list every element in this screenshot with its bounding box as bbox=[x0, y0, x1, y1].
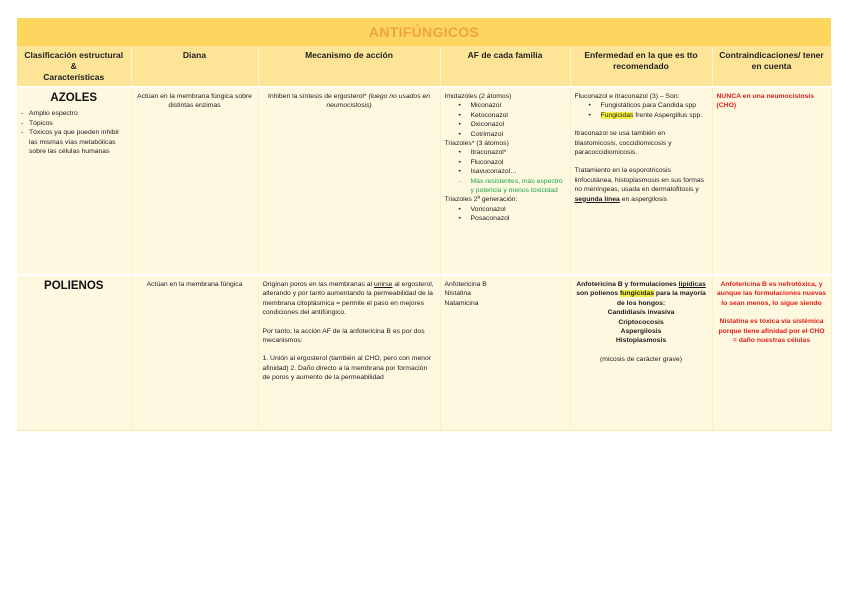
list-item: • Fungistáticos para Candida spp bbox=[601, 101, 708, 110]
azoles-classification-cell bbox=[17, 87, 131, 275]
polienos-contra-cell: Anfotericina B es nefrotóxica, y aunque las formulaciones nuevas lo sean menos, lo sigue siendo Nistatina es tóxica vía sistémica porque tiene afinidad por el CHO = daño nuestras células bbox=[712, 275, 831, 431]
polienos-mecanismo-cell: Originan poros en las membranas al unirse al ergosterol, alterando y por tanto aumentando la permeabilidad de la membrana citoplásmica = permite el paso en mejores condiciones del antifúngico. Por tanto, la acción AF de la anfotericina B es por dos mecanismos: 1. Unión al ergosterol (también al CHO, pero con menor afinidad) 2. Daño directo a la membrana por formación de poros y aumento de la permeabilidad bbox=[258, 275, 440, 431]
list-item: Anfotericina B bbox=[444, 281, 487, 288]
list-item: Histoplasmosis bbox=[615, 337, 667, 345]
list-item: - Amplio espectro bbox=[29, 109, 127, 118]
triazoles-2gen-list bbox=[445, 205, 566, 224]
polienos-af-cell bbox=[440, 275, 570, 431]
list-item: - Tópicos bbox=[29, 119, 127, 128]
azoles-enf-list bbox=[575, 101, 708, 120]
list-item: • Ketoconazol bbox=[471, 111, 566, 120]
list-item: Nistatina bbox=[444, 290, 471, 298]
azoles-diana-cell: Actúan en la membrana fúngica sobre distintas enzimas bbox=[131, 87, 258, 275]
list-item: • Cotrimazol bbox=[471, 130, 566, 139]
azoles-enfermedad-cell: Fluconazol e itraconazol (3) – Son: • Fungistáticos para Candida spp • Fungicidas frente Aspergillus spp. Itraconazol se usa también en blastomicosis, coccidiomicosis y paracoccidiomicosis. Tratamiento en la esporotricosis linfocutánea, histoplasmosis en sus formas no meníngeas, usada en dermatofitosis y segunda línea en aspergilosis bbox=[570, 87, 712, 275]
list-item: • Fluconazol bbox=[471, 158, 566, 167]
list-item: • Isavuconazol… bbox=[471, 167, 566, 176]
list-item: Candidiasis invasiva bbox=[607, 309, 675, 317]
polienos-diana-cell: Actúan en la membrana fúngica bbox=[131, 275, 258, 431]
list-item: • Posaconazol bbox=[471, 214, 566, 223]
page-title: ANTIFÚNGICOS bbox=[17, 18, 831, 46]
azoles-af-cell: Imidazoles (2 átomos) • Miconazol • Ketoconazol • Oxiconazol • Cotrimazol Triazoles* (3 átomos) • Itraconazol* • Fluconazol • Isavuconazol… - Más resistentes, más espectro y potencia y menos toxicidad Triazoles 2ª generación: • Voriconazol • Posaconazol bbox=[440, 87, 570, 275]
header-af-familia: AF de cada familia bbox=[440, 46, 570, 87]
list-item: Aspergilosis bbox=[620, 328, 662, 336]
imidazoles-list bbox=[445, 101, 566, 139]
list-item: • Fungicidas frente Aspergillus spp. bbox=[601, 111, 708, 120]
list-item: Criptococosis bbox=[618, 318, 664, 326]
azoles-contra-cell: NUNCA en una neumocistosis (CHO) bbox=[712, 87, 831, 275]
list-item: • Voriconazol bbox=[471, 205, 566, 214]
triazoles-note: - Más resistentes, más espectro y potencia y menos toxicidad bbox=[471, 177, 566, 196]
triazoles-list bbox=[445, 148, 566, 195]
header-mecanismo: Mecanismo de acción bbox=[258, 46, 440, 87]
azoles-characteristics bbox=[21, 109, 127, 156]
list-item: • Oxiconazol bbox=[471, 120, 566, 129]
polienos-classification-cell bbox=[17, 275, 131, 431]
table-row-polienos bbox=[17, 275, 831, 431]
list-item: • Itraconazol* bbox=[471, 148, 566, 157]
header-enfermedad: Enfermedad en la que es tto recomendado bbox=[570, 46, 712, 87]
header-row bbox=[17, 46, 831, 87]
highlight: fungicidas bbox=[620, 290, 655, 298]
antifungal-sheet bbox=[17, 18, 831, 431]
header-diana: Diana bbox=[131, 46, 258, 87]
polienos-enfermedad-cell: Anfotericina B y formulaciones lipídicas son polienos fungicidas para la mayoría de los hongos: Candidiasis invasiva Criptococosis Aspergilosis Histoplasmosis (micosis de carácter grave) bbox=[570, 275, 712, 431]
family-name-polienos: POLIENOS bbox=[44, 280, 104, 292]
list-item: Natamicina bbox=[444, 299, 479, 307]
antifungal-table bbox=[17, 46, 832, 431]
list-item: - Tóxicos ya que pueden inhibir las mismas vías metabólicas sobre las células humanas bbox=[29, 128, 127, 156]
highlight: Fungicidas bbox=[600, 111, 634, 119]
table-row-azoles bbox=[17, 87, 831, 275]
header-classification: Clasificación estructural & Características bbox=[17, 46, 131, 87]
header-contraindicaciones: Contraindicaciones/ tener en cuenta bbox=[712, 46, 831, 87]
azoles-mecanismo-cell: Inhiben la síntesis de ergosterol* (luego no usados en neumocistosis) bbox=[258, 87, 440, 275]
list-item: • Miconazol bbox=[471, 101, 566, 110]
family-name-azoles: AZOLES bbox=[50, 92, 98, 104]
